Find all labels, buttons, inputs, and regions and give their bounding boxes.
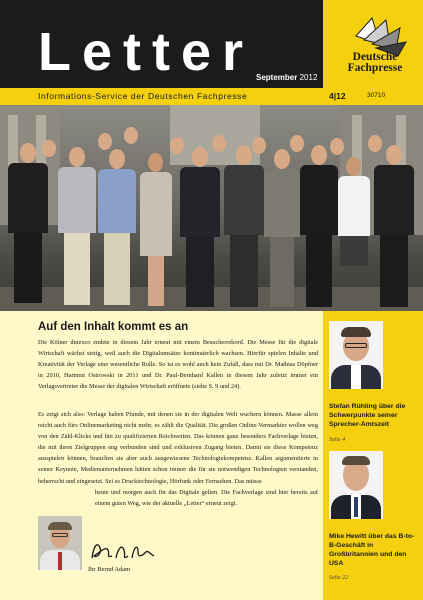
issue-month: September xyxy=(256,73,298,82)
person xyxy=(6,143,50,311)
masthead-title: Letter xyxy=(38,22,255,82)
person xyxy=(372,145,416,311)
group-photo xyxy=(0,105,423,311)
logo-line-2: Fachpresse xyxy=(347,62,403,74)
issue-number: 4|12 xyxy=(329,91,346,101)
issue-year: 2012 xyxy=(299,73,318,82)
person xyxy=(138,153,174,311)
band-subtitle: Informations-Service der Deutschen Fachpresse xyxy=(38,91,248,101)
sidebar-page-ref: Seite 22 xyxy=(329,575,349,581)
sidebar-caption: Stefan Rühling über die Schwerpunkte seiner Sprecher-Amtszeit xyxy=(329,403,406,428)
signature xyxy=(88,538,162,564)
logo-line-1: Deutsche xyxy=(352,51,398,63)
person-head xyxy=(98,133,112,150)
person xyxy=(96,149,138,311)
article-paragraph: heute und morgen auch für das Digitale gelten. Die Fachverlage sind hier bereits auf einem guten Weg, wie der aktuelle „Letter“ erneut zeigt. xyxy=(95,489,318,508)
person xyxy=(298,145,340,311)
issue-code: 30710 xyxy=(367,92,386,99)
article-paragraph: Es zeigt sich also: Verlage haben Pfunde, mit denen sie in der digitalen Welt wuchern können. Masse allein reicht auch fürs Onlinemarketing nicht mehr, es zählt die Qualität. Die großen Online-Vermarkter wollen weg von den Zähl-Klicks und hin zu qualifizierten Reichweiten. Das können ganz besonders Fachverlage bieten, die mit ihren Zielgruppen eng verbunden sind und exklusiven Zugang bieten. Damit sie diese Kompetenz ausspielen können, brauchen sie aber auch ausgewiesene Technologiekompetenz. Kallen argumentierte in seiner Keynote, Medienunternehmen hätten schon immer die für sie notwendigen Technologien verstanden, beherrscht und eingesetzt. Sei es Drucktechnologie, Hörfunk oder Fernsehen. Das müsse xyxy=(38,411,318,485)
issue-date xyxy=(256,73,317,82)
article-paragraph: Die Kölner dmexco endete in diesem Jahr erneut mit einem Besucherrekord. Die Messe für die digitale Wirtschaft wächst stetig, weil auch die Digitalumsätze kontinuierlich wachsen. Hierfür spielen Inhalte und Kreativität der Verlage eine wesentliche Rolle. So ist es wohl auch kein Zufall, dass mit Dr. Mathias Döpfner in 2010, Hartmut Ostrowski in 2011 und Dr. Paul-Bernhard Kallen in diesem Jahr zuletzt immer ein Verlagsvertreter die Messe der digitalen Wirtschaft eröffnete (siehe S. 9 und 24). xyxy=(38,339,318,391)
sidebar-caption: Mike Hewitt über das B-to-B-Geschäft in Großbritannien und den USA xyxy=(329,533,415,567)
sidebar-portrait xyxy=(329,451,383,519)
person xyxy=(56,147,98,311)
subtitle-band xyxy=(0,88,423,105)
person-head xyxy=(124,127,138,144)
publisher-logo xyxy=(323,0,423,88)
person xyxy=(222,145,266,311)
person xyxy=(262,149,302,311)
signature-name: Ihr Bernd Adam xyxy=(88,566,131,573)
sidebar-page-ref: Seite 4 xyxy=(329,437,346,443)
logo-wordmark xyxy=(330,52,420,74)
sidebar-portrait xyxy=(329,321,383,389)
person xyxy=(178,147,222,311)
article-heading: Auf den Inhalt kommt es an xyxy=(38,321,189,333)
editor-portrait xyxy=(38,516,82,570)
person xyxy=(336,157,372,311)
